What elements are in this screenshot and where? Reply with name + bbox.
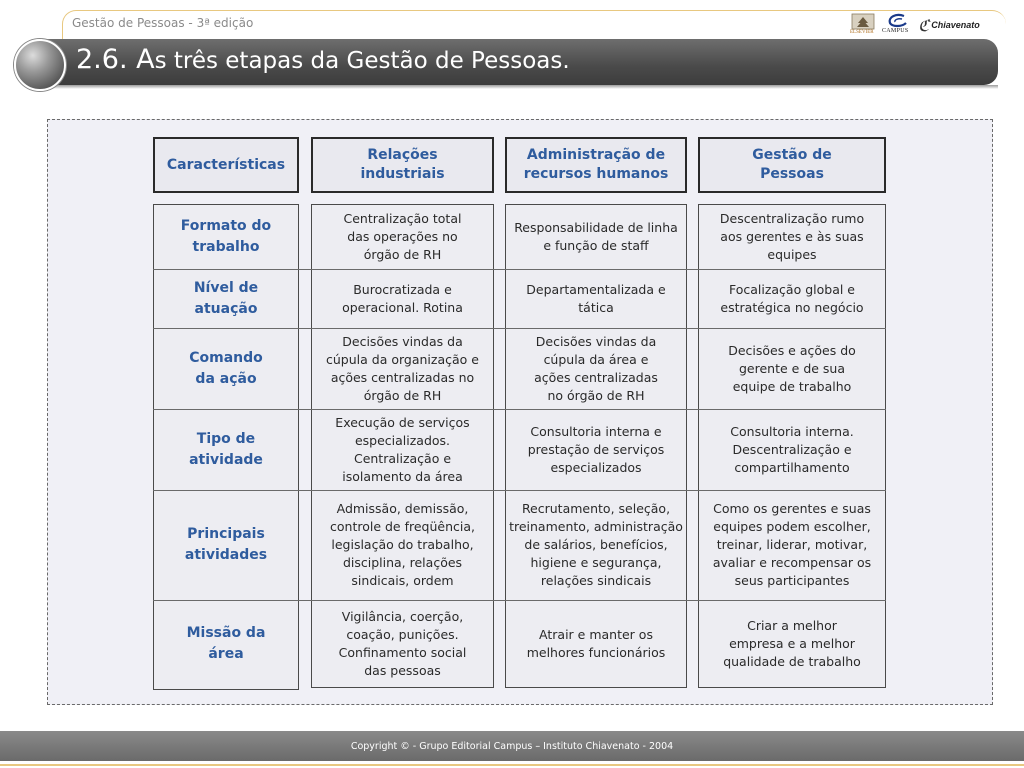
cell-ir-principais: Admissão, demissão, controle de freqüência, legislação do trabalho, disciplina, relações sindicais, ordem (330, 501, 475, 588)
copyright-text: Copyright © - Grupo Editorial Campus – Instituto Chiavenato - 2004 (350, 740, 674, 752)
cell-hr-missao: Atrair e manter os melhores funcionários (526, 627, 666, 660)
cell-pm-principais: Como os gerentes e suas equipes podem escolher, treinar, liderar, motivar, avaliar e recompensar os seus participantes (712, 501, 872, 588)
campus-mark-icon (882, 13, 912, 29)
cell-hr-principais: Recrutamento, seleção, treinamento, administração de salários, benefícios, higiene e segurança, relações sindicais (509, 501, 683, 588)
cell-pm-tipo: Consultoria interna. Descentralização e compartilhamento (730, 423, 854, 475)
header-hr-administration: Administração de recursos humanos (505, 137, 687, 193)
footer-bar (0, 731, 1024, 761)
title-bullet-icon (14, 39, 66, 91)
row-label-principais: Principais atividades (184, 526, 268, 563)
row-label-missao: Missão da área (186, 625, 266, 662)
cell-ir-comando: Decisões vindas da cúpula da organização e ações centralizadas no órgão de RH (326, 333, 479, 403)
cell-pm-nivel: Focalização global e estratégica no negócio (720, 281, 864, 315)
cell-ir-formato: Centralização total das operações no órgão de RH (343, 210, 462, 262)
header-people-management: Gestão de Pessoas (698, 137, 886, 193)
publisher-logos (850, 12, 980, 38)
footer-accent-line (0, 764, 1024, 766)
cell-pm-comando: Decisões e ações do gerente e de sua equipe de trabalho (728, 342, 856, 394)
row-label-comando: Comando da ação (189, 349, 263, 387)
cell-hr-comando: Decisões vindas da cúpula da área e ações centralizadas no órgão de RH (534, 333, 658, 403)
title-bar-shadow (42, 85, 998, 89)
cell-hr-formato: Responsabilidade de linha e função de staff (514, 219, 678, 253)
cell-ir-nivel: Burocratizada e operacional. Rotina (342, 281, 463, 315)
chiavenato-c-icon: ℭ (918, 15, 930, 35)
cell-pm-formato: Descentralização rumo aos gerentes e às suas equipes (719, 210, 865, 262)
elsevier-logo: ELSEVIER (850, 13, 876, 37)
tree-icon (850, 13, 876, 31)
page-title: 2.6. As três etapas da Gestão de Pessoas. (76, 44, 570, 75)
cell-ir-tipo: Execução de serviços especializados. Centralização e isolamento da área (335, 414, 470, 484)
campus-logo: CAMPUS (882, 13, 912, 37)
header-industrial-relations: Relações industriais (311, 137, 494, 193)
book-subtitle: Gestão de Pessoas - 3ª edição (72, 16, 254, 30)
chiavenato-logo: ℭ Chiavenato (918, 15, 980, 35)
content-panel (47, 119, 993, 705)
cell-pm-missao: Criar a melhor empresa e a melhor qualidade de trabalho (723, 618, 861, 669)
header-characteristics: Características (153, 137, 299, 193)
row-label-formato: Formato do trabalho (180, 217, 272, 255)
row-label-nivel: Nível de atuação (193, 279, 259, 317)
row-label-tipo: Tipo de atividade (189, 430, 263, 468)
cell-hr-nivel: Departamentalizada e tática (526, 281, 666, 315)
cell-hr-tipo: Consultoria interna e prestação de serviços especializados (527, 423, 665, 475)
cell-ir-missao: Vigilância, coerção, coação, punições. Confinamento social das pessoas (338, 609, 467, 678)
